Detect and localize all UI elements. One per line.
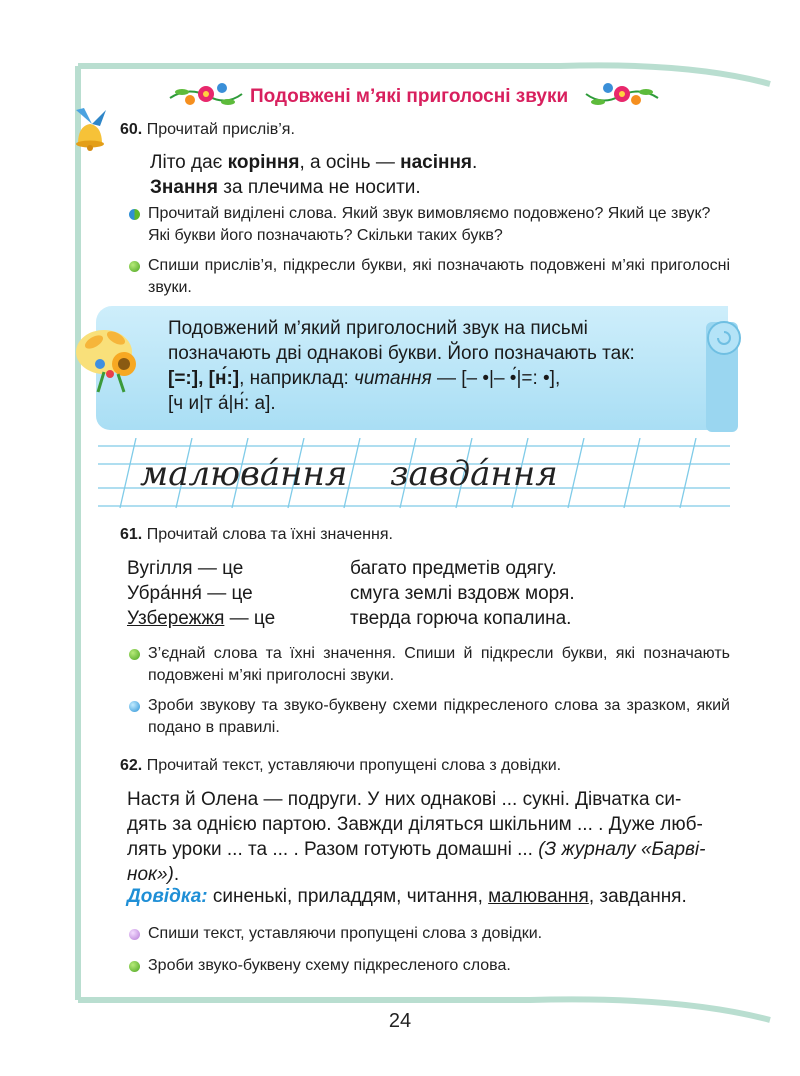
- task-bullet-icon: [129, 209, 140, 220]
- ex60-task-1: Прочитай виділені слова. Який звук вимовляємо подовжено? Який це звук? Які букви його позначають? Скільки таких букв?: [148, 205, 711, 244]
- text: .: [472, 152, 478, 173]
- exercise-62-header: [120, 757, 561, 775]
- meaning-item: смуга землі вздовж моря.: [350, 583, 575, 604]
- rule-text: [168, 316, 728, 416]
- word-item: Вугілля — це: [127, 558, 244, 579]
- page-number: 24: [388, 1010, 412, 1032]
- ex62-task-1: Спиши текст, уставляючи пропущені слова з довідки.: [148, 925, 543, 942]
- task-bullet-icon: [129, 261, 140, 272]
- task-bullet-icon: [129, 961, 140, 972]
- ex60-task-2: Спиши прислів’я, підкресли букви, які позначають подовжені м’які приголосні звуки.: [148, 257, 730, 296]
- ex61-task-2: Зроби звукову та звуко-буквену схеми підкресленого слова за зразком, який подано в правилі.: [148, 697, 730, 736]
- text-line: [127, 837, 731, 862]
- hint-line: [127, 884, 687, 909]
- rule-line: [ч и|т а́|н́: а].: [168, 393, 276, 414]
- exercise-60-header: [120, 121, 295, 139]
- exercise-62-text: [127, 787, 731, 887]
- text: , а осінь —: [299, 152, 401, 173]
- source-citation: (З журналу «Барві-: [538, 839, 706, 860]
- flower-bouquet-icon: [74, 312, 154, 394]
- proverb-line-1: [150, 150, 477, 175]
- bold-word: Знання: [150, 177, 218, 198]
- sound-scheme: — [– •|– •́|=: •],: [431, 368, 561, 389]
- exercise-61-header: [120, 526, 393, 544]
- word-item: Убра́ння́ — це: [127, 583, 253, 604]
- text: Літо дає: [150, 152, 228, 173]
- transcription: [=:], [н́:]: [168, 368, 240, 389]
- hint-label: Довідка:: [127, 886, 208, 907]
- text: .: [173, 864, 180, 885]
- word-item: [127, 606, 275, 631]
- exercise-instruction: Прочитай текст, уставляючи пропущені слова з довідки.: [146, 757, 562, 774]
- text: , наприклад:: [239, 368, 355, 389]
- exercise-number: 62.: [120, 757, 143, 774]
- exercise-number: 61.: [120, 526, 143, 543]
- task-bullet-icon: [129, 701, 140, 712]
- text: за плечима не носити.: [217, 177, 421, 198]
- word-list: [127, 556, 275, 631]
- rule-line: [168, 366, 728, 391]
- floral-ornament-right-icon: [584, 78, 660, 112]
- rule-line: позначають дві однакові букви. Його позначають так:: [168, 343, 635, 364]
- bell-icon: [66, 104, 116, 152]
- bold-word: коріння: [227, 152, 300, 173]
- meaning-list: [350, 556, 575, 631]
- ex61-task-1: З’єднай слова та їхні значення. Спиши й підкресли букви, які позначають подовжені м’які приголосні звуки.: [148, 645, 730, 684]
- cursive-word-1: малюва́ння: [140, 454, 348, 494]
- exercise-instruction: Прочитай слова та їхні значення.: [146, 526, 393, 543]
- underlined-word: малювання: [488, 886, 589, 907]
- ex62-task-2: Зроби звуко-буквену схему підкресленого слова.: [148, 957, 511, 974]
- exercise-number: 60.: [120, 121, 143, 138]
- task-bullet-icon: [129, 929, 140, 940]
- source-citation: нок»): [127, 864, 174, 885]
- exercise-instruction: Прочитай прислів’я.: [146, 121, 295, 138]
- floral-ornament-left-icon: [168, 78, 244, 112]
- task-bullet-icon: [129, 649, 140, 660]
- cursive-word-2: завда́ння: [390, 454, 558, 494]
- rule-line: Подовжений м’який приголосний звук на письмі: [168, 318, 588, 339]
- text: — це: [224, 608, 276, 629]
- text-line: Настя й Олена — подруги. У них однакові ... сукні. Дівчатка си-: [127, 789, 682, 810]
- page-title: Подовжені м’які приголосні звуки: [250, 86, 569, 107]
- text: лять уроки ... та ... . Разом готують домашні ...: [127, 839, 539, 860]
- text: синенькі, приладдям, читання,: [207, 886, 489, 907]
- example-word: читання: [354, 368, 432, 389]
- text: , завдання.: [588, 886, 687, 907]
- meaning-item: багато предметів одягу.: [350, 558, 557, 579]
- meaning-item: тверда горюча копалина.: [350, 608, 572, 629]
- underlined-word: Узбережжя: [127, 608, 225, 629]
- text-line: дять за однією партою. Завжди діляться шкільним ... . Дуже люб-: [127, 814, 703, 835]
- bold-word: насіння: [400, 152, 473, 173]
- proverb-line-2: [150, 175, 421, 200]
